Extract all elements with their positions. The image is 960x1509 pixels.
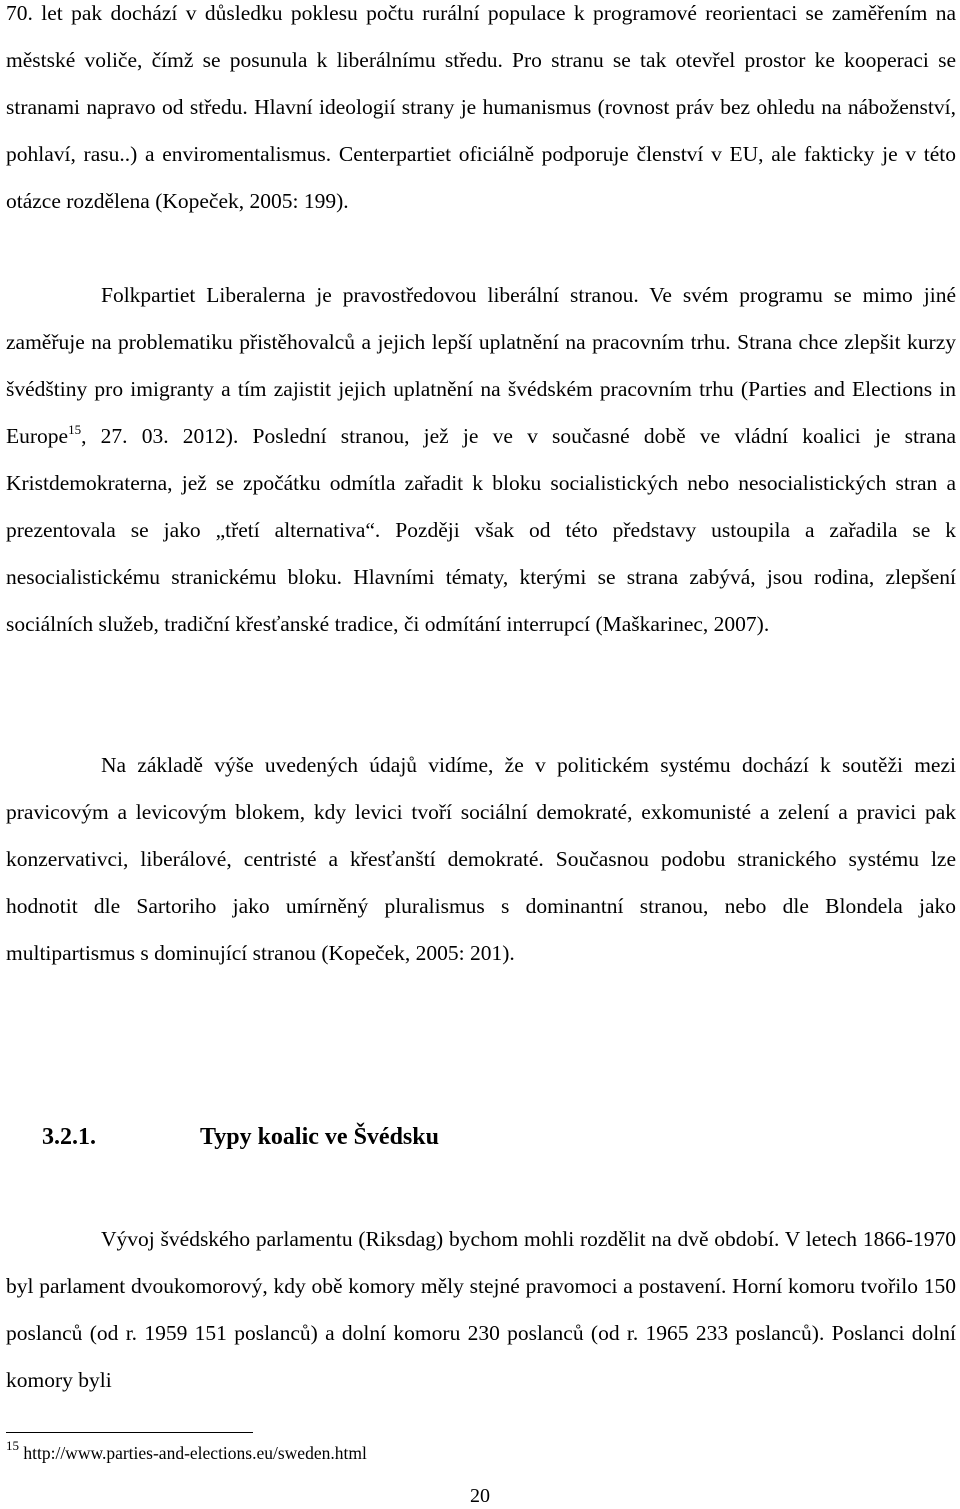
paragraph-text: Folkpartiet Liberalerna je pravostředovou liberální stranou. Ve svém programu se mimo jiné zaměřuje na problematiku přistěhovalců a jejich lepší uplatnění na pracovním trhu. Strana chce zlepšit kurzy švédštiny pro imigranty a tím zajistit jejich uplatnění na švédském pracovním trhu (Parties and Elections in Europe [6,283,956,448]
footnote [6,1438,367,1465]
page-number: 20 [470,1485,490,1507]
paragraph-text: Na základě výše uvedených údajů vidíme, že v politickém systému dochází k soutěži mezi pravicovým a levicovým blokem, kdy levici tvoří sociální demokraté, exkomunisté a zelení a pravici pak konzervativci, liberálové, centristé a křesťanští demokraté. Současnou podobu stranického systému lze hodnotit dle Sartoriho jako umírněný pluralismus s dominantní stranou, nebo dle Blondela jako multipartismus s dominující stranou (Kopeček, 2005: 201). [6,753,956,965]
paragraph-text-continued: , 27. 03. 2012). Poslední stranou, jež je ve v současné době ve vládní koalici je strana Kristdemokraterna, jež se zpočátku odmítla zařadit k bloku socialistických nebo nesocialistických stran a prezentovala se jako „třetí alternativa“. Později však od této představy ustoupila a zařadila se k nesocialistickému stranickému bloku. Hlavními tématy, kterými se strana zabývá, jsou rodina, zlepšení sociálních služeb, tradiční křesťanské tradice, či odmítání interrupcí (Maškarinec, 2007). [6,424,956,636]
paragraph-riksdag [6,1216,956,1404]
footnote-mark: 15 [6,1438,19,1453]
footnote-link[interactable]: http://www.parties-and-elections.eu/sweden.html [19,1443,367,1463]
section-number: 3.2.1. [42,1124,96,1150]
paragraph-text: 70. let pak dochází v důsledku poklesu počtu rurální populace k programové reorientaci se zaměřením na městské voliče, čímž se posunula k liberálnímu středu. Pro stranu se tak otevřel prostor ke kooperaci se stranami napravo od středu. Hlavní ideologií strany je humanismus (rovnost práv bez ohledu na náboženství, pohlaví, rasu..) a enviromentalismus. Centerpartiet oficiálně podporuje členství v EU, ale fakticky je v této otázce rozdělena (Kopeček, 2005: 199). [6,1,956,213]
paragraph-folkpartiet [6,272,956,648]
section-title: Typy koalic ve Švédsku [200,1124,439,1150]
paragraph-centerpartiet [6,0,956,225]
footnote-divider [6,1432,253,1433]
footnote-reference: 15 [68,422,82,437]
paragraph-summary [6,742,956,977]
section-heading [42,1124,439,1151]
paragraph-text: Vývoj švédského parlamentu (Riksdag) bychom mohli rozdělit na dvě období. V letech 1866-1970 byl parlament dvoukomorový, kdy obě komory měly stejné pravomoci a postavení. Horní komoru tvořilo 150 poslanců (od r. 1959 151 poslanců) a dolní komoru 230 poslanců (od r. 1965 233 poslanců). Poslanci dolní komory byli [6,1227,956,1392]
